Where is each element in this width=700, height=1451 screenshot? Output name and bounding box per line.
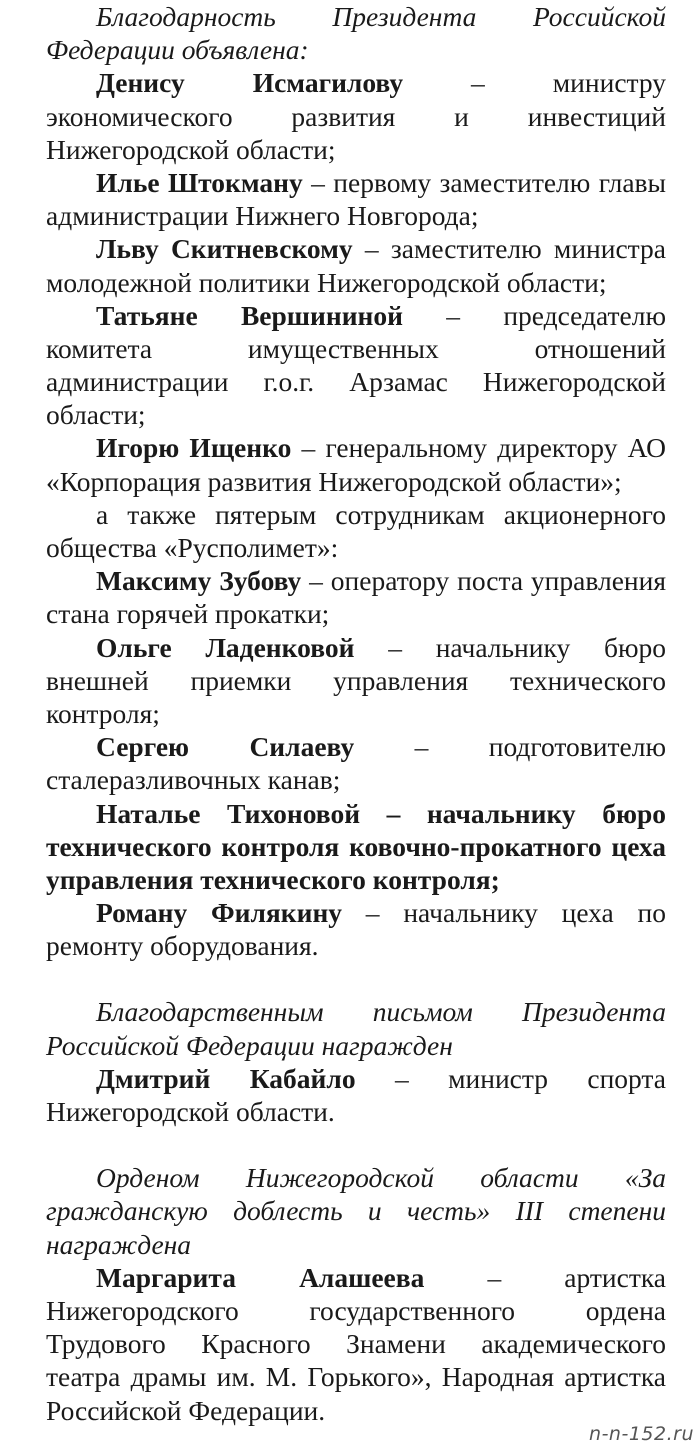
award-entry — [46, 730, 666, 763]
entry-line: «Корпорация развития Нижегородской области»; — [46, 465, 622, 497]
section-president-letter — [46, 995, 666, 1128]
section-regional-order — [46, 1161, 666, 1427]
person-name: Илье Штокману — [96, 166, 303, 198]
site-watermark: n-n-152.ru — [589, 1423, 694, 1445]
entry-line: внешней приемки управления технического — [46, 664, 666, 696]
section-president-gratitude — [46, 0, 666, 962]
position-text: – начальнику бюро — [354, 631, 666, 663]
position-text: – артистка — [424, 1261, 666, 1293]
section-heading: Орденом Нижегородской области «За — [96, 1162, 666, 1194]
entry-line: администрации Нижнего Новгорода; — [46, 200, 479, 232]
position-text: – оператору поста управления — [301, 565, 666, 597]
award-entry-bold: технического контроля ковочно-прокатного цеха — [46, 830, 666, 862]
person-name: Льву Скитневскому — [96, 233, 353, 265]
person-name: Маргарита Алашеева — [96, 1261, 425, 1293]
award-entry — [46, 564, 666, 597]
award-entry — [46, 166, 666, 199]
position-text: – начальнику цеха по — [342, 897, 666, 929]
award-entry — [46, 66, 666, 99]
person-name: Дмитрий Кабайло — [96, 1062, 356, 1094]
entry-line: театра драмы им. М. Горького», Народная артистка — [46, 1361, 666, 1393]
award-entry-bold: управления технического контроля; — [46, 863, 500, 895]
also-paragraph: а также пятерым сотрудникам акционерного — [96, 498, 666, 530]
section-spacer — [46, 1128, 666, 1161]
person-name: Роману Филякину — [96, 897, 343, 929]
entry-line: комитета имущественных отношений — [46, 332, 666, 364]
award-entry — [46, 896, 666, 929]
entry-line: ремонту оборудования. — [46, 930, 319, 962]
entry-line: области; — [46, 399, 146, 431]
person-name: Денису Исмагилову — [96, 67, 404, 99]
entry-line: экономического развития и инвестиций — [46, 100, 666, 132]
position-text: – председателю — [403, 299, 666, 331]
person-name: Татьяне Вершининой — [96, 299, 403, 331]
position-text: – заместителю министра — [352, 233, 666, 265]
person-name: Максиму Зубову — [96, 565, 302, 597]
entry-line: администрации г.о.г. Арзамас Нижегородской — [46, 366, 666, 398]
entry-line: Нижегородского государственного ордена — [46, 1294, 666, 1326]
entry-line: Нижегородской области. — [46, 1096, 335, 1127]
award-entry — [46, 1261, 666, 1294]
entry-line: Российской Федерации. — [46, 1394, 326, 1426]
entry-line: контроля; — [46, 697, 160, 729]
document-page — [46, 0, 666, 1427]
award-entry — [46, 631, 666, 664]
position-text: – подготовителю — [354, 731, 667, 763]
section-heading: Благодарность Президента Российской — [96, 1, 666, 32]
award-entry-bold: Наталье Тихоновой – начальнику бюро — [96, 797, 666, 829]
award-entry — [46, 431, 666, 464]
position-text: – первому заместителю главы — [302, 166, 666, 198]
position-text: – генеральному директору АО — [291, 432, 666, 464]
entry-line: Нижегородской области; — [46, 133, 336, 165]
person-name: Ольге Ладенковой — [96, 631, 355, 663]
entry-line: молодежной политики Нижегородской области; — [46, 266, 607, 298]
section-heading: Благодарственным письмом Президента — [96, 996, 666, 1028]
award-entry — [46, 299, 666, 332]
section-heading: Российской Федерации награжден — [46, 1029, 453, 1061]
award-entry — [46, 1062, 666, 1095]
position-text: – министр спорта — [355, 1062, 666, 1094]
entry-line: Трудового Красного Знамени академического — [46, 1328, 666, 1360]
also-paragraph: общества «Русполимет»: — [46, 532, 339, 563]
section-heading: Федерации объявлена: — [46, 34, 309, 66]
section-spacer — [46, 962, 666, 995]
position-text: – министру — [403, 67, 667, 99]
person-name: Сергею Силаеву — [96, 731, 355, 763]
entry-line: стана горячей прокатки; — [46, 598, 330, 630]
entry-line: сталеразливочных канав; — [46, 764, 341, 796]
award-entry — [46, 232, 666, 265]
section-heading: награждена — [46, 1228, 192, 1260]
section-heading: гражданскую доблесть и честь» III степени — [46, 1195, 666, 1227]
person-name: Игорю Ищенко — [96, 432, 292, 464]
